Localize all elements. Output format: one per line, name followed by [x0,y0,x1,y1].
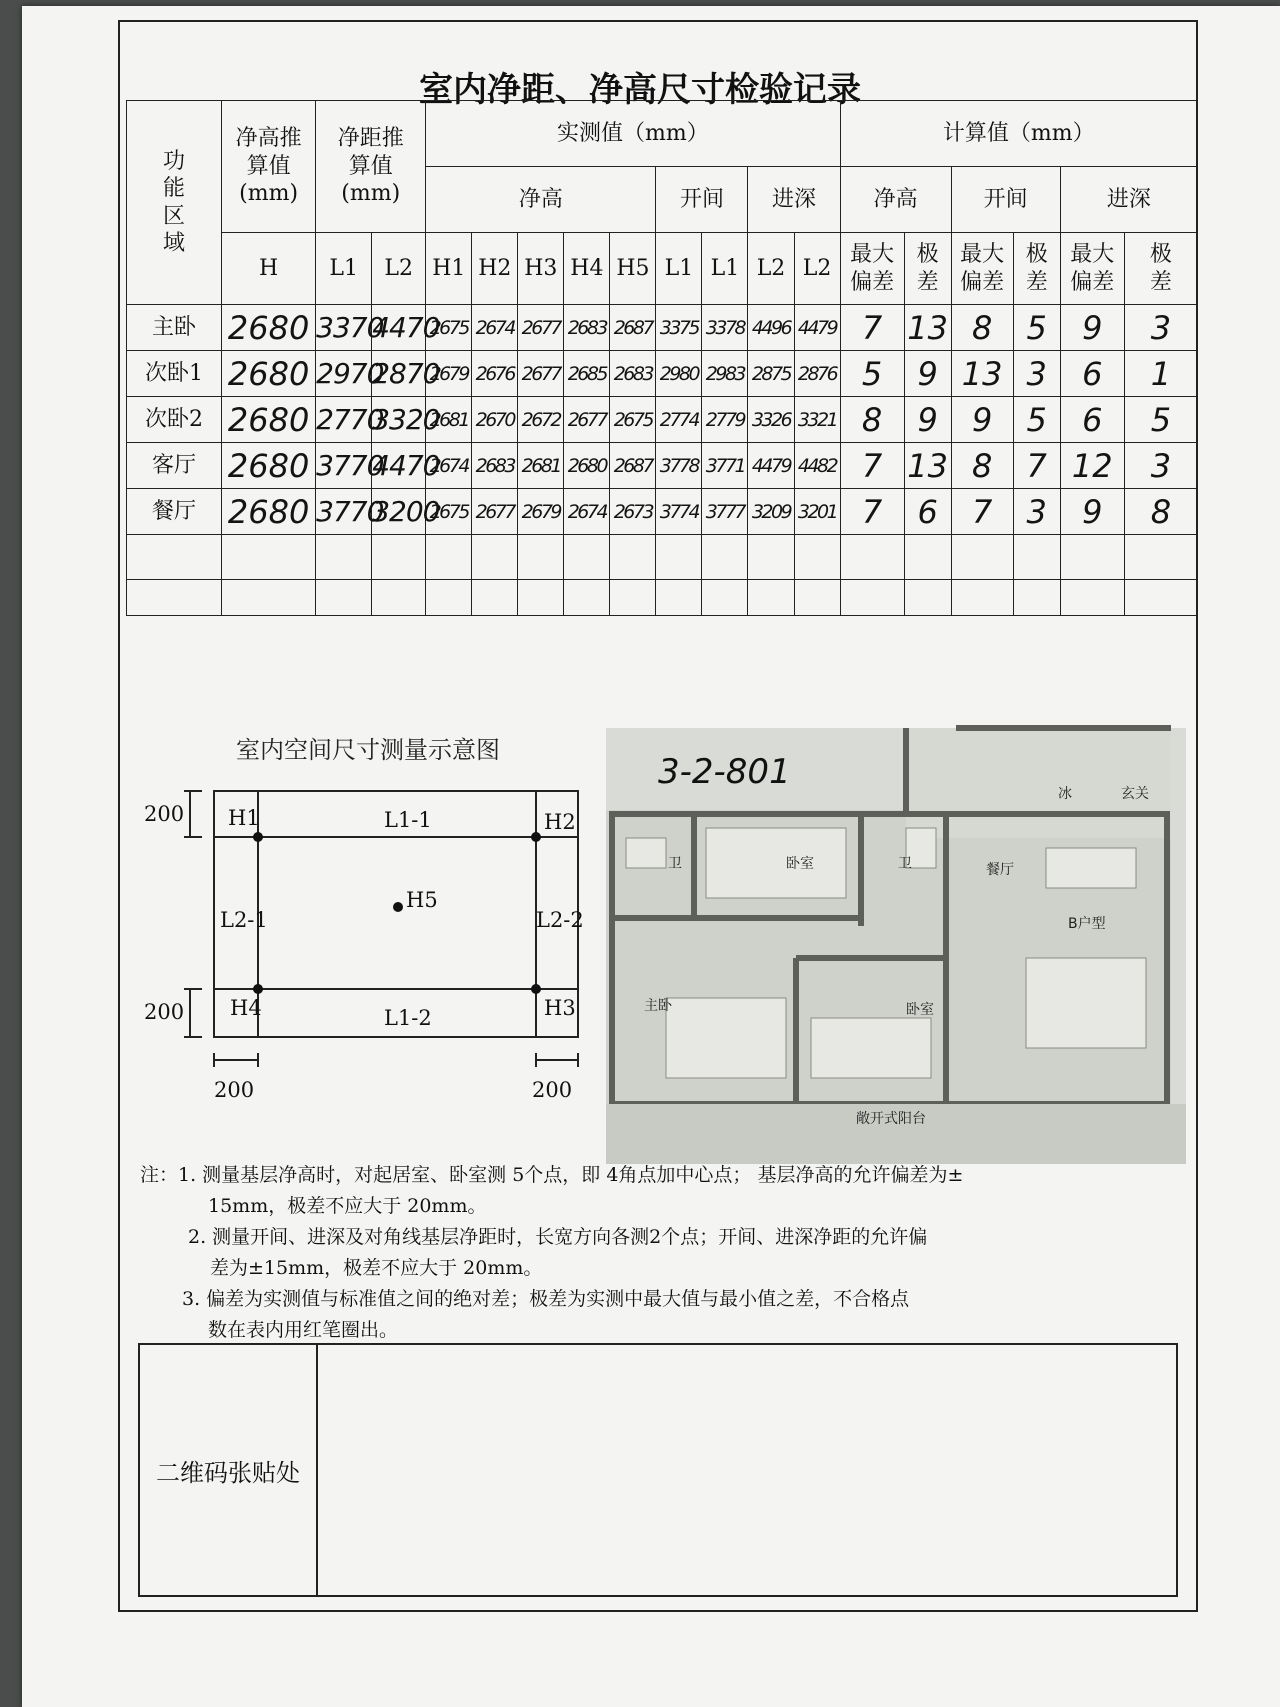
bay-range-cell [1013,489,1060,535]
height-max-dev-cell [840,351,904,397]
l2-estimate-cell-value: 4470 [372,311,440,344]
bay-range-cell-value: 7 [1026,446,1047,485]
bay-range-cell [1013,305,1060,351]
l1-estimate-cell-value: 2970 [316,357,384,390]
measured-h4-cell [564,489,610,535]
net-height-estimate-cell [222,351,316,397]
depth-range-cell-value: 1 [1150,354,1172,393]
bay-range-cell-value: 3 [1026,492,1047,531]
col-label-max-dev: 最大 偏差 [1060,233,1124,305]
l1-estimate-cell [316,305,384,351]
measured-h4-cell-value: 2685 [567,362,607,385]
net-height-estimate-cell-value: 2680 [227,492,310,531]
measured-h2-cell-value: 2674 [475,316,514,339]
measured-depth-l2a-cell [748,443,794,489]
label-l2-1: L2-1 [220,908,268,932]
measured-h5-cell [610,489,656,535]
area-cell-value: 客厅 [152,452,197,478]
measured-bay-l1a-cell-value: 3375 [659,316,699,339]
bay-max-dev-cell-value: 7 [971,492,993,531]
height-range-cell-value: 9 [917,354,938,393]
bay-range-cell-value: 5 [1026,308,1047,347]
bay-range-cell [1013,351,1060,397]
l1-estimate-cell-value: 3770 [316,495,384,528]
measured-bay-l1a-cell [656,305,702,351]
room-label-bath1: 卫 [668,856,682,872]
depth-max-dev-cell [1060,351,1124,397]
col-label-max-dev: 最大 偏差 [840,233,904,305]
measured-h2-cell-value: 2677 [475,500,514,523]
depth-max-dev-cell-value: 6 [1082,354,1103,393]
bay-range-cell-value: 5 [1026,400,1047,439]
depth-range-cell [1124,305,1197,351]
measured-net-height-header: 净高 [426,167,656,233]
measured-h3-cell-value: 2677 [521,316,561,339]
inspection-table [126,100,1198,616]
area-cell-value: 次卧1 [145,360,204,386]
measured-h1-cell-value: 2674 [429,454,468,477]
height-max-dev-cell-value: 5 [861,354,883,393]
point-h1 [253,832,263,842]
depth-range-cell [1124,397,1197,443]
measured-bay-l1b-cell [702,489,748,535]
note-1-line-1: 注：1. 测量基层净高时，对起居室、卧室测 5个点，即 4角点加中心点； 基层净高的允许偏差为± [140,1164,964,1186]
room-label-master: 主卧 [644,998,672,1014]
height-max-dev-cell-value: 7 [861,308,883,347]
depth-max-dev-cell [1060,489,1124,535]
measured-h5-cell-value: 2673 [613,500,653,523]
height-range-cell-value: 6 [917,492,938,531]
measured-h2-cell-value: 2676 [475,362,514,385]
measured-bay-l1a-cell-value: 2774 [659,408,699,431]
depth-max-dev-cell [1060,305,1124,351]
measured-bay-l1a-cell [656,351,702,397]
measured-depth-header: 进深 [748,167,840,233]
measured-bay-l1b-cell [702,443,748,489]
measured-h3-cell-value: 2679 [521,500,561,523]
measured-h4-cell-value: 2677 [567,408,607,431]
measured-depth-l2a-cell-value: 2875 [751,362,791,385]
room-label-bath2: 卫 [898,856,912,872]
depth-range-cell [1124,351,1197,397]
empty-row [127,580,1198,616]
net-height-estimate-cell [222,305,316,351]
table-row [127,489,1198,535]
l2-estimate-cell [372,443,440,489]
label-h5: H5 [406,888,438,912]
measured-h2-cell [472,489,518,535]
note-2-line-2: 差为±15mm，极差不应大于 20mm。 [210,1257,543,1279]
form-title: 室内净距、净高尺寸检验记录 [419,70,861,110]
measured-h2-cell [472,305,518,351]
measured-depth-l2b-cell-value: 4479 [797,316,837,339]
measured-depth-l2a-cell [748,489,794,535]
measured-h4-cell [564,397,610,443]
height-range-cell-value: 13 [907,446,948,485]
depth-max-dev-cell-value: 12 [1071,446,1113,485]
l1-estimate-cell [316,351,384,397]
area-cell-value: 次卧2 [145,406,204,432]
measured-h1-cell-value: 2675 [429,316,468,339]
l2-estimate-cell [372,305,440,351]
measured-h5-cell [610,443,656,489]
col-label-max-dev: 最大 偏差 [951,233,1013,305]
depth-range-cell [1124,443,1197,489]
sofa-icon [1026,958,1146,1048]
col-label-m-l2a: L2 [748,233,794,305]
height-max-dev-cell [840,489,904,535]
table-row [127,351,1198,397]
computed-depth-header: 进深 [1060,167,1197,233]
area-cell [127,351,222,397]
measured-depth-l2a-cell-value: 4496 [751,316,791,339]
measured-h3-cell [518,443,564,489]
l1-estimate-cell [316,397,384,443]
net-height-estimate-cell-value: 2680 [227,308,310,347]
col-label-l2: L2 [372,233,426,305]
dim-200-right: 200 [532,1078,573,1102]
net-distance-estimate-header: 净距推 算值 (mm) [316,101,426,233]
col-label-l1: L1 [316,233,372,305]
measured-depth-l2b-cell-value: 3201 [797,500,837,523]
bay-max-dev-cell [951,351,1013,397]
l1-estimate-cell-value: 3770 [316,449,384,482]
measured-bay-l1a-cell [656,489,702,535]
measured-depth-l2a-cell [748,397,794,443]
label-h4: H4 [230,996,262,1020]
computed-bay-header: 开间 [951,167,1060,233]
bay-max-dev-cell-value: 9 [971,400,993,439]
measured-depth-l2a-cell-value: 4479 [751,454,791,477]
note-2-line-1: 2. 测量开间、进深及对角线基层净距时，长宽方向各测2个点；开间、进深净距的允许偏 [188,1226,928,1248]
floor-plan-image [606,728,1186,1163]
depth-max-dev-cell-value: 6 [1082,400,1103,439]
measured-bay-l1b-cell-value: 3777 [705,500,745,523]
measured-h1-cell-value: 2679 [429,362,468,385]
note-3-line-1: 3. 偏差为实测值与标准值之间的绝对差；极差为实测中最大值与最小值之差，不合格点 [182,1288,910,1310]
col-label-h1: H1 [426,233,472,305]
net-height-estimate-cell [222,443,316,489]
notes [140,1160,1180,1346]
measured-depth-l2b-cell-value: 2876 [797,362,837,385]
measured-h3-cell-value: 2677 [521,362,561,385]
diagram-title: 室内空间尺寸测量示意图 [236,736,500,764]
label-h3: H3 [544,996,576,1020]
l2-estimate-cell [372,351,440,397]
label-h1: H1 [228,806,260,830]
label-h2: H2 [544,810,576,834]
measured-h1-cell-value: 2675 [429,500,468,523]
bay-max-dev-cell [951,397,1013,443]
label-l2-2: L2-2 [536,908,584,932]
l1-estimate-cell [316,489,384,535]
measured-h3-cell [518,489,564,535]
col-label-range: 极 差 [1124,233,1197,305]
measured-h2-cell [472,351,518,397]
measured-h5-cell-value: 2687 [613,454,653,477]
height-max-dev-cell-value: 8 [861,400,883,439]
note-3-line-2: 数在表内用红笔圈出。 [208,1319,399,1341]
bay-max-dev-cell-value: 8 [971,308,993,347]
measured-bay-l1a-cell-value: 3774 [659,500,699,523]
depth-max-dev-cell-value: 9 [1082,492,1103,531]
measured-h4-cell [564,305,610,351]
room-label-entry: 玄关 [1121,786,1149,802]
measured-h2-cell [472,443,518,489]
qr-code-area [138,1343,1178,1597]
table-row [127,397,1198,443]
height-max-dev-cell-value: 7 [861,492,883,531]
depth-max-dev-cell-value: 9 [1082,308,1103,347]
area-cell [127,397,222,443]
col-label-h3: H3 [518,233,564,305]
unit-number-handwritten: 3-2-801 [658,752,791,792]
measured-depth-l2b-cell-value: 4482 [797,454,837,477]
height-range-cell [904,351,951,397]
bed-icon [666,998,786,1078]
label-l1-2: L1-2 [384,1006,432,1030]
measurement-diagram [140,775,590,1105]
computed-net-height-header: 净高 [840,167,951,233]
room-label-fridge: 冰 [1058,786,1072,802]
measured-h1-cell-value: 2681 [429,408,468,431]
measured-h2-cell-value: 2683 [475,454,514,477]
col-label-m-l2b: L2 [794,233,840,305]
height-range-cell [904,443,951,489]
measured-bay-l1b-cell [702,397,748,443]
note-1-line-2: 15mm，极差不应大于 20mm。 [208,1195,487,1217]
col-label-m-l1b: L1 [702,233,748,305]
measured-depth-l2b-cell [794,305,840,351]
measured-h5-cell [610,397,656,443]
point-h2 [531,832,541,842]
depth-range-cell-value: 3 [1150,308,1172,347]
room-label-bedroom1: 卧室 [786,856,814,872]
measured-h5-cell-value: 2683 [613,362,653,385]
depth-max-dev-cell [1060,443,1124,489]
net-height-estimate-cell-value: 2680 [227,400,310,439]
measured-header: 实测值（mm） [426,101,840,167]
measured-depth-l2b-cell [794,397,840,443]
bay-max-dev-cell-value: 13 [961,354,1003,393]
measured-h4-cell-value: 2683 [567,316,607,339]
net-height-estimate-cell [222,489,316,535]
height-range-cell [904,489,951,535]
col-label-range: 极 差 [904,233,951,305]
point-h5 [393,902,403,912]
measured-h3-cell-value: 2672 [521,408,561,431]
measured-depth-l2a-cell-value: 3209 [751,500,791,523]
area-cell [127,305,222,351]
measured-bay-l1b-cell-value: 2983 [705,362,745,385]
area-header: 功 能 区 域 [127,101,222,305]
measured-depth-l2b-cell-value: 3321 [797,408,837,431]
l1-estimate-cell-value: 2770 [316,403,384,436]
measured-h3-cell-value: 2681 [521,454,561,477]
dim-200-bottom: 200 [144,1000,185,1024]
col-label-h5: H5 [610,233,656,305]
measured-h2-cell-value: 2670 [475,408,514,431]
measured-h3-cell [518,397,564,443]
room-label-unit-type: B户型 [1068,916,1106,932]
measured-bay-l1a-cell-value: 2980 [659,362,699,385]
height-max-dev-cell-value: 7 [861,446,883,485]
point-h4 [253,984,263,994]
l2-estimate-cell-value: 3320 [372,403,440,436]
toilet-icon [626,838,666,868]
l2-estimate-cell-value: 4470 [372,449,440,482]
measured-bay-l1b-cell-value: 3771 [705,454,745,477]
l1-estimate-cell-value: 3370 [316,311,384,344]
depth-range-cell-value: 3 [1150,446,1172,485]
measured-bay-l1b-cell-value: 3378 [705,316,745,339]
measured-h3-cell [518,305,564,351]
net-height-estimate-cell [222,397,316,443]
depth-max-dev-cell [1060,397,1124,443]
depth-range-cell-value: 8 [1150,492,1172,531]
measured-depth-l2a-cell-value: 3326 [751,408,791,431]
l2-estimate-cell [372,397,440,443]
height-range-cell [904,397,951,443]
area-cell [127,443,222,489]
measured-bay-l1a-cell [656,443,702,489]
measured-bay-l1a-cell [656,397,702,443]
empty-row [127,535,1198,580]
label-l1-1: L1-1 [384,808,432,832]
computed-header: 计算值（mm） [840,101,1197,167]
height-max-dev-cell [840,443,904,489]
room-label-balcony: 敞开式阳台 [856,1111,926,1127]
measured-h5-cell [610,305,656,351]
measured-h4-cell-value: 2674 [567,500,607,523]
height-range-cell [904,305,951,351]
l2-estimate-cell [372,489,440,535]
height-range-cell-value: 9 [917,400,938,439]
bed-icon [811,1018,931,1078]
col-label-h2: H2 [472,233,518,305]
measured-bay-l1a-cell-value: 3778 [659,454,699,477]
l2-estimate-cell-value: 2870 [372,357,440,390]
measured-h5-cell-value: 2675 [613,408,653,431]
measured-h4-cell [564,443,610,489]
net-height-estimate-header: 净高推 算值 (mm) [222,101,316,233]
measured-bay-header: 开间 [656,167,748,233]
table-row [127,443,1198,489]
measured-depth-l2b-cell [794,351,840,397]
height-range-cell-value: 13 [907,308,948,347]
measured-h5-cell-value: 2687 [613,316,653,339]
depth-range-cell [1124,489,1197,535]
depth-range-cell-value: 5 [1150,400,1172,439]
col-label-range: 极 差 [1013,233,1060,305]
measured-bay-l1b-cell [702,305,748,351]
measured-depth-l2a-cell [748,305,794,351]
bay-max-dev-cell-value: 8 [971,446,993,485]
col-label-h4: H4 [564,233,610,305]
bay-max-dev-cell [951,489,1013,535]
table-row [127,305,1198,351]
dim-200-top: 200 [144,802,185,826]
bed-icon [706,828,846,898]
bay-max-dev-cell [951,443,1013,489]
col-label-m-l1a: L1 [656,233,702,305]
measured-h2-cell [472,397,518,443]
area-cell [127,489,222,535]
dining-table-icon [1046,848,1136,888]
bay-range-cell [1013,397,1060,443]
measured-bay-l1b-cell-value: 2779 [705,408,745,431]
room-label-bedroom2: 卧室 [906,1002,934,1018]
bay-max-dev-cell [951,305,1013,351]
bay-range-cell-value: 3 [1026,354,1047,393]
measured-bay-l1b-cell [702,351,748,397]
l2-estimate-cell-value: 3200 [372,495,440,528]
l1-estimate-cell [316,443,384,489]
measured-depth-l2a-cell [748,351,794,397]
qr-code-label: 二维码张贴处 [140,1345,318,1595]
col-label-h: H [222,233,316,305]
area-cell-value: 餐厅 [152,498,197,524]
room-label-dining: 餐厅 [986,862,1014,878]
measured-h3-cell [518,351,564,397]
bay-range-cell [1013,443,1060,489]
measured-h4-cell-value: 2680 [567,454,607,477]
measured-depth-l2b-cell [794,443,840,489]
point-h3 [531,984,541,994]
area-cell-value: 主卧 [152,314,197,340]
dim-200-left: 200 [214,1078,255,1102]
net-height-estimate-cell-value: 2680 [227,446,310,485]
measured-h4-cell [564,351,610,397]
height-max-dev-cell [840,305,904,351]
measured-h5-cell [610,351,656,397]
measured-depth-l2b-cell [794,489,840,535]
net-height-estimate-cell-value: 2680 [227,354,310,393]
height-max-dev-cell [840,397,904,443]
